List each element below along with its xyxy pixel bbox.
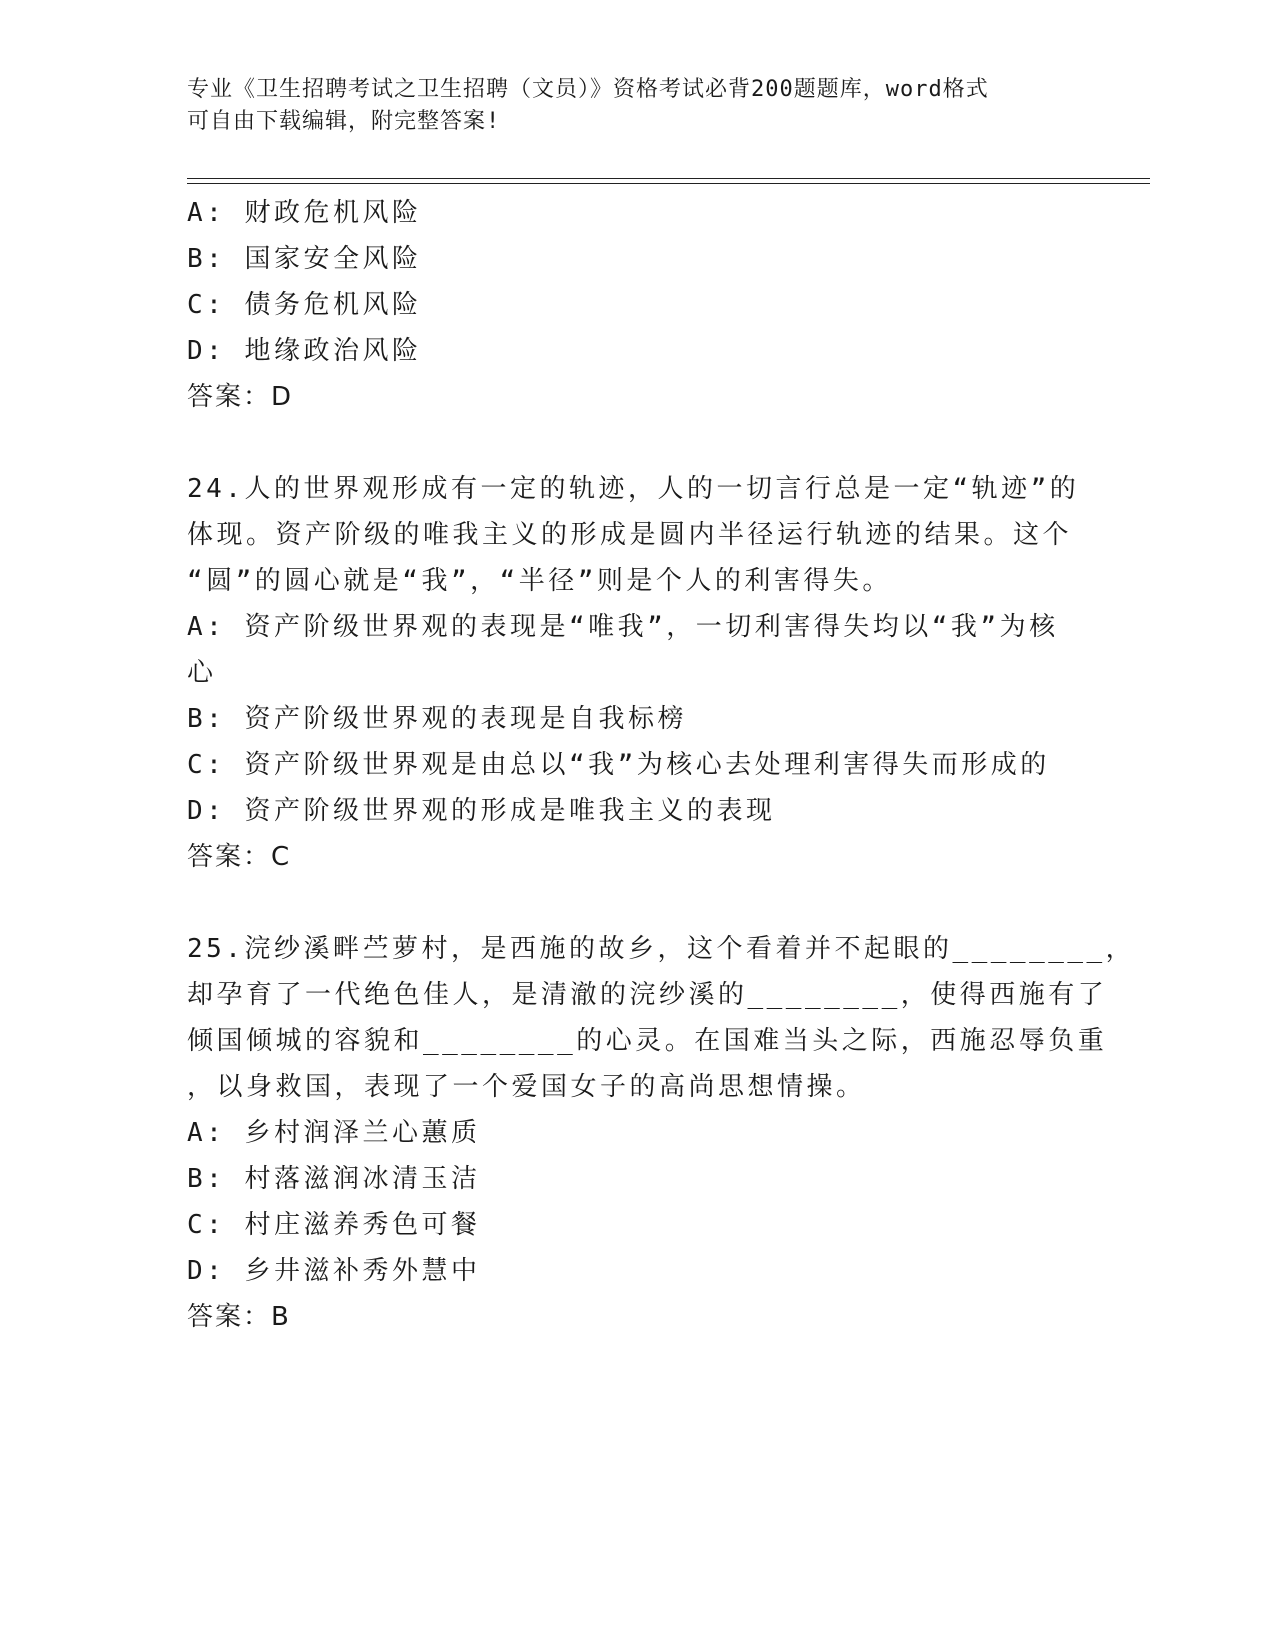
question-25 — [187, 926, 1136, 1340]
question-spacer — [187, 420, 1087, 466]
answer: 答案：D — [187, 382, 294, 412]
option-a: A: 乡村润泽兰心蕙质 — [187, 1118, 481, 1148]
option-c: C: 村庄滋养秀色可餐 — [187, 1210, 481, 1240]
option-b: B: 国家安全风险 — [187, 244, 422, 274]
question-stem-line: 倾国倾城的容貌和________的心灵。在国难当头之际，西施忍辱负重 — [187, 1026, 1108, 1056]
question-stem-line: 却孕育了一代绝色佳人，是清澈的浣纱溪的________，使得西施有了 — [187, 980, 1108, 1010]
option-a: A: 财政危机风险 — [187, 198, 422, 228]
option-a-continuation: 心 — [187, 658, 217, 688]
question-stem-line: 体现。资产阶级的唯我主义的形成是圆内半径运行轨迹的结果。这个 — [187, 520, 1073, 550]
header-title-line-1: 专业《卫生招聘考试之卫生招聘（文员）》资格考试必背200题题库，word格式 — [187, 77, 989, 102]
option-c: C: 债务危机风险 — [187, 290, 422, 320]
question-stem-line: “圆”的圆心就是“我”，“半径”则是个人的利害得失。 — [187, 566, 892, 596]
option-b: B: 资产阶级世界观的表现是自我标榜 — [187, 704, 687, 734]
document-header — [187, 74, 1067, 138]
question-24 — [187, 466, 1087, 880]
option-d: D: 资产阶级世界观的形成是唯我主义的表现 — [187, 796, 776, 826]
option-d: D: 乡井滋补秀外慧中 — [187, 1256, 481, 1286]
option-d: D: 地缘政治风险 — [187, 336, 422, 366]
answer: 答案：C — [187, 842, 292, 872]
option-c: C: 资产阶级世界观是由总以“我”为核心去处理利害得失而形成的 — [187, 750, 1050, 780]
question-stem-line: 24.人的世界观形成有一定的轨迹，人的一切言行总是一定“轨迹”的 — [187, 474, 1080, 504]
header-title-line-2: 可自由下载编辑，附完整答案! — [187, 109, 501, 134]
question-spacer — [187, 880, 1087, 926]
question-stem-line: ，以身救国，表现了一个爱国女子的高尚思想情操。 — [187, 1072, 866, 1102]
header-rule-top — [187, 178, 1150, 179]
answer: 答案：B — [187, 1302, 291, 1332]
option-a: A: 资产阶级世界观的表现是“唯我”，一切利害得失均以“我”为核 — [187, 612, 1059, 642]
header-rule-bottom — [187, 183, 1150, 184]
option-b: B: 村落滋润冰清玉洁 — [187, 1164, 481, 1194]
question-stem-line: 25.浣纱溪畔苎萝村，是西施的故乡，这个看着并不起眼的________， — [187, 934, 1136, 964]
question-23-tail — [187, 190, 1087, 420]
question-content — [187, 190, 1136, 1340]
